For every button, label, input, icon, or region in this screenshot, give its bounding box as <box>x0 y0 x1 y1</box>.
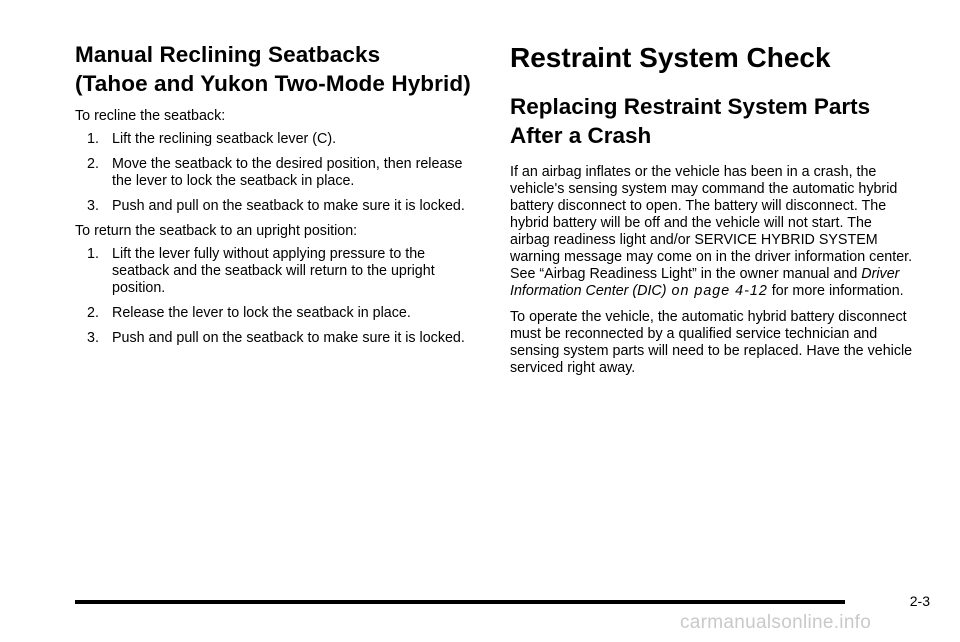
list-item: 3. Push and pull on the seatback to make sure it is locked. <box>87 330 465 346</box>
list-item: 2. Move the seatback to the desired position, then release the lever to lock the seatback in place. <box>87 156 463 189</box>
page-number: 2-3 <box>909 593 930 609</box>
list-item: 1. Lift the lever fully without applying pressure to the seatback and the seatback will return to the upright position. <box>87 246 435 296</box>
heading-line-2: (Tahoe and Yukon Two-Mode Hybrid) <box>75 71 471 96</box>
footer-rule <box>75 600 845 604</box>
sub-heading-line-2: After a Crash <box>510 123 652 148</box>
main-heading-restraint-system-check: Restraint System Check <box>510 42 831 73</box>
recline-intro: To recline the seatback: <box>75 108 226 124</box>
right-column <box>510 40 915 383</box>
list-item: 3. Push and pull on the seatback to make sure it is locked. <box>87 198 465 214</box>
operate-vehicle-paragraph: To operate the vehicle, the automatic hybrid battery disconnect must be reconnected by a qualified service technician and sensing system parts will need to be replaced. Have the vehicle serviced right away. <box>510 309 913 376</box>
list-item: 1. Lift the reclining seatback lever (C). <box>87 131 337 147</box>
section-heading-manual-reclining <box>75 40 485 98</box>
watermark: carmanualsonline.info <box>680 612 872 633</box>
page-reference[interactable]: on page 4-12 <box>666 283 768 299</box>
heading-line-1: Manual Reclining Seatbacks <box>75 42 381 67</box>
upright-steps-list <box>75 246 485 347</box>
sub-heading-line-1: Replacing Restraint System Parts <box>510 94 871 119</box>
sub-heading-replacing-parts <box>510 92 915 150</box>
recline-steps-list <box>75 131 485 215</box>
airbag-paragraph: If an airbag inflates or the vehicle has been in a crash, the vehicle's sensing system may command the automatic hybrid battery disconnect to open. The battery will disconnect. The hybrid battery will be off and the vehicle will not start. The airbag readiness light and/or SERVICE HYBRID SYSTEM warning message may come on in the driver information center. See “Airbag Readiness Light” in the owner manual and Driver Information Center (DIC) on page 4-12 for more information. <box>510 164 913 299</box>
dic-reference-link[interactable]: Driver Information Center (DIC) <box>510 266 900 299</box>
list-item: 2. Release the lever to lock the seatback in place. <box>87 305 411 321</box>
upright-intro: To return the seatback to an upright position: <box>75 223 358 239</box>
left-column <box>75 40 485 355</box>
